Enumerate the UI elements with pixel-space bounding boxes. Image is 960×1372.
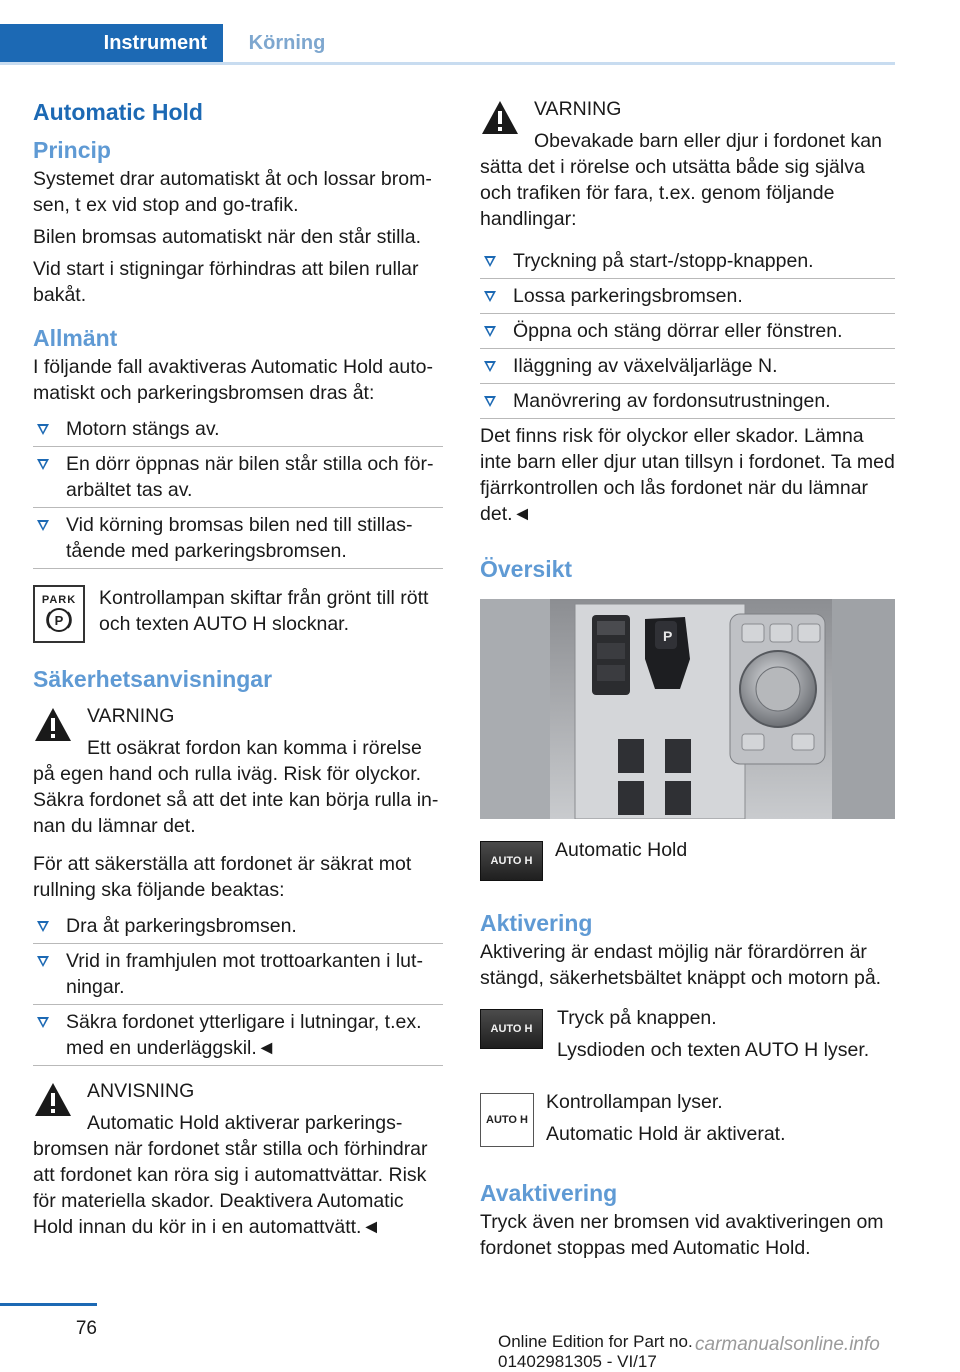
right-column	[480, 96, 895, 1267]
bullet-triangle-icon	[37, 520, 49, 531]
aktivering-heading: Aktivering	[480, 910, 593, 936]
princip-paragraph-3: Vid start i stigningar förhindras att bilen rullar bakåt.	[33, 258, 419, 306]
tab-instrument[interactable]: Instrument	[0, 24, 223, 62]
left-column	[33, 96, 443, 1252]
notice-label: ANVISNING	[87, 1080, 195, 1102]
warning-block-children	[480, 96, 895, 232]
park-brake-icon: PARK P	[33, 585, 85, 643]
children-warning-list	[480, 244, 895, 419]
list-item: Vrid in framhjulen mot trottoarkanten i lut-ningar.	[33, 943, 443, 1004]
list-item: En dörr öppnas när bilen står stilla och för-arbältet tas av.	[33, 446, 443, 507]
warning-block	[33, 703, 443, 839]
center-console-photo	[480, 599, 895, 819]
overview-caption-row	[480, 837, 895, 881]
footer-rule	[0, 1303, 97, 1306]
overview-caption: Automatic Hold	[555, 839, 688, 861]
bullet-triangle-icon	[37, 956, 49, 967]
page-title: Automatic Hold	[33, 99, 203, 125]
allmant-list	[33, 412, 443, 569]
indicator-lamp-row	[480, 1089, 895, 1153]
bullet-triangle-icon	[484, 361, 496, 372]
avaktivering-paragraph: Tryck även ner bromsen vid avaktiveringen om fordonet stoppas med Automatic Hold.	[480, 1211, 884, 1259]
warning-text: Obevakade barn eller djur i fordonet kan sätta det i rörelse och utsätta både sig själva och trafiken för fara, t.ex. genom följande handlingar:	[480, 130, 882, 230]
risk-paragraph: Det finns risk för olyckor eller skador. Lämna inte barn eller djur utan tillsyn i fordonet. Ta med fjärrkontrollen och lås fordonet när du lämnar det.◄	[480, 425, 895, 525]
auto-h-button-icon: AUTO H	[480, 1009, 543, 1049]
list-item: Iläggning av växelväljarläge N.	[480, 348, 895, 383]
aktivering-step-1: Tryck på knappen.	[557, 1007, 717, 1029]
svg-text:P: P	[54, 613, 64, 628]
notice-triangle-icon	[33, 1080, 73, 1120]
warning-triangle-icon	[480, 98, 520, 138]
page-number: 76	[75, 1318, 97, 1339]
bullet-triangle-icon	[37, 459, 49, 470]
header-tabbar	[0, 24, 895, 65]
auto-h-button-icon: AUTO H	[480, 841, 543, 881]
sakerhet-paragraph: För att säkerställa att fordonet är säkrat mot rullning ska följande beaktas:	[33, 853, 412, 901]
princip-paragraph-1: Systemet drar automatiskt åt och lossar brom-sen, t ex vid stop and go-trafik.	[33, 168, 432, 216]
bullet-triangle-icon	[37, 1017, 49, 1028]
list-item: Öppna och stäng dörrar eller fönstren.	[480, 313, 895, 348]
bullet-triangle-icon	[484, 326, 496, 337]
bullet-triangle-icon	[484, 256, 496, 267]
aktivering-step-2: Lysdioden och texten AUTO H lyser.	[557, 1039, 870, 1061]
warning-triangle-icon	[33, 705, 73, 745]
list-item: Motorn stängs av.	[33, 412, 443, 446]
list-item: Säkra fordonet ytterligare i lutningar, t.ex. med en underläggskil.◄	[33, 1004, 443, 1065]
notice-text: Automatic Hold aktiverar parkerings-bromsen när fordonet står stilla och förhindrar att fordonet kan röra sig i automattvättar. Risk för materiella skador. Deaktivera Automatic Hold innan du kör in i en automattvätt.◄	[33, 1112, 428, 1238]
park-note	[33, 585, 443, 643]
edition-text: Online Edition for Part no. 01402981305 - VI/17	[498, 1332, 693, 1371]
sakerhet-list	[33, 909, 443, 1066]
lamp-line-2: Automatic Hold är aktiverat.	[546, 1123, 786, 1145]
aktivering-step-row	[480, 1005, 895, 1069]
watermark: carmanualsonline.info	[695, 1334, 880, 1355]
park-note-text: Kontrollampan skiftar från grönt till rött och texten AUTO H slocknar.	[99, 587, 429, 635]
princip-heading: Princip	[33, 137, 111, 163]
bullet-triangle-icon	[37, 424, 49, 435]
bullet-triangle-icon	[37, 921, 49, 932]
list-item: Tryckning på start-/stopp-knappen.	[480, 244, 895, 278]
list-item: Lossa parkeringsbromsen.	[480, 278, 895, 313]
list-item: Manövrering av fordonsutrustningen.	[480, 383, 895, 418]
aktivering-paragraph: Aktivering är endast möjlig när förardörren är stängd, säkerhetsbältet knäppt och motorn på.	[480, 941, 882, 989]
svg-text:P: P	[663, 628, 673, 644]
warning-label: VARNING	[87, 705, 175, 727]
list-item: Vid körning bromsas bilen ned till stillas-tående med parkeringsbromsen.	[33, 507, 443, 568]
bullet-triangle-icon	[484, 396, 496, 407]
lamp-line-1: Kontrollampan lyser.	[546, 1091, 723, 1113]
oversikt-heading: Översikt	[480, 556, 573, 582]
bullet-triangle-icon	[484, 291, 496, 302]
notice-block	[33, 1078, 443, 1240]
sakerhet-heading: Säkerhetsanvisningar	[33, 666, 273, 692]
park-symbol-icon	[45, 606, 73, 634]
auto-h-indicator-icon: AUTO H	[480, 1093, 534, 1147]
allmant-heading: Allmänt	[33, 325, 118, 351]
allmant-intro: I följande fall avaktiveras Automatic Hold auto-matiskt och parkeringsbromsen dras åt:	[33, 356, 433, 404]
warning-text: Ett osäkrat fordon kan komma i rörelse på egen hand och rulla iväg. Risk för olyckor. Säkra fordonet så att det inte kan börja rulla in-nan du lämnar det.	[33, 737, 439, 837]
princip-paragraph-2: Bilen bromsas automatiskt när den står stilla.	[33, 226, 422, 248]
list-item: Dra åt parkeringsbromsen.	[33, 909, 443, 943]
tab-korning[interactable]: Körning	[248, 32, 326, 54]
avaktivering-heading: Avaktivering	[480, 1180, 618, 1206]
warning-label: VARNING	[534, 98, 622, 120]
